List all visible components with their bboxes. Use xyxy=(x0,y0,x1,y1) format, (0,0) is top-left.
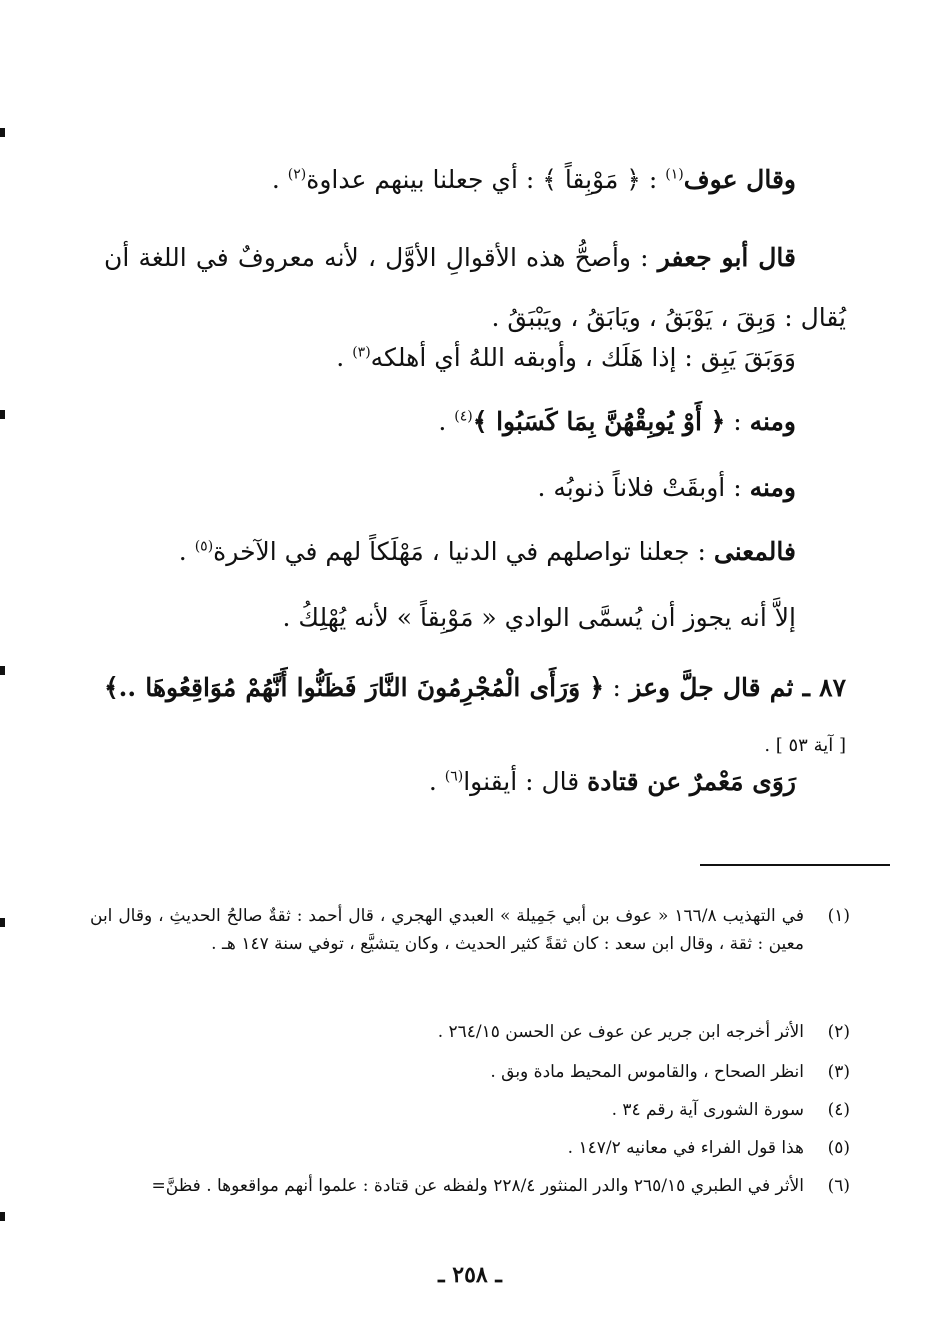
footnote-item xyxy=(90,1018,850,1046)
footnote-text: سورة الشورى آية رقم ٣٤ . xyxy=(611,1100,804,1120)
footnote-text: في التهذيب ١٦٦/٨ « عوف بن أبي جَمِيلة » العبدي الهجري ، قال أحمد : ثقةٌ صالحُ الحديثِ ، وقال ابن معين : ثقة ، وقال ابن سعد : كان ثقةً كثير الحديث ، وكان يتشيَّع ، توفي سنة ١٤٧ هـ . xyxy=(90,906,804,954)
quran-quote: ﴿ أَوْ يُوبِقْهُنَّ بِمَا كَسَبُوا ﴾ xyxy=(472,407,726,436)
separator: : xyxy=(604,673,630,702)
footnote-ref: (٤) xyxy=(454,408,473,425)
paragraph-end: . xyxy=(438,407,455,436)
lead-word: فالمعنى xyxy=(713,537,796,566)
edge-mark xyxy=(0,128,5,137)
footnote-ref: (٢) xyxy=(287,166,307,183)
footnote-item xyxy=(90,1172,850,1200)
lead-word: ومنه xyxy=(749,473,796,502)
edge-mark xyxy=(0,666,5,675)
footnote-number: (١) xyxy=(827,906,850,926)
paragraph-text: إلاَّ أنه يجوز أن يُسمَّى الوادي « مَوْبِقاً » لأنه يُهْلِكُ . xyxy=(282,603,796,632)
paragraph-wabaqa xyxy=(104,342,846,374)
footnote-item xyxy=(90,1134,850,1162)
paragraph-87 xyxy=(104,662,846,772)
page-number: ـ ٢٥٨ ـ xyxy=(438,1262,502,1288)
paragraph-end: . xyxy=(336,343,353,372)
paragraph-text: : وأصحُّ هذه الأقوالِ الأوَّل ، لأنه معروفٌ في اللغة أن يُقال : وَبِقَ ، يَوْبَقُ ، ويَابَقُ ، ويَبْبَقُ . xyxy=(104,243,846,332)
footnote-ref: (٣) xyxy=(352,344,371,361)
section-number: ٨٧ ـ xyxy=(802,673,846,702)
lead-word: ثم قال جلَّ وعز xyxy=(629,673,803,702)
paragraph-end: . xyxy=(178,537,195,566)
lead-word: رَوَى مَعْمرٌ عن قتادة xyxy=(587,767,796,796)
paragraph-text: : أوبقَتْ فلاناً ذنوبُه . xyxy=(537,473,750,502)
footnote-number: (٦) xyxy=(827,1176,850,1196)
speaker-name: قال أبو جعفر xyxy=(657,243,796,272)
paragraph-qatada xyxy=(104,766,846,798)
lead-word: ومنه xyxy=(749,407,796,436)
footnote-item xyxy=(90,1058,850,1086)
aya-reference: [ آية ٥٣ ] . xyxy=(764,735,846,756)
footnote-ref: (٦) xyxy=(444,768,464,785)
edge-mark xyxy=(0,410,5,419)
footnote-divider xyxy=(700,864,890,866)
edge-mark xyxy=(0,918,5,927)
speaker-name: وقال عوف xyxy=(683,165,796,194)
edge-mark xyxy=(0,1212,5,1221)
paragraph-text: : جعلنا تواصلهم في الدنيا ، مَهْلَكاً لهم في الآخرة xyxy=(213,537,714,566)
footnote-number: (٥) xyxy=(827,1138,850,1158)
separator: : xyxy=(725,407,750,436)
paragraph-end: . xyxy=(428,767,445,796)
paragraph-end: . xyxy=(271,165,288,194)
footnote-number: (٣) xyxy=(827,1062,850,1082)
footnote-item xyxy=(90,1096,850,1124)
paragraph-minhu xyxy=(104,472,846,504)
footnote-item xyxy=(90,902,850,958)
footnote-number: (٤) xyxy=(827,1100,850,1120)
paragraph-text: قال : أيقنوا xyxy=(463,767,588,796)
paragraph-wadi xyxy=(104,602,846,634)
footnote-text: هذا قول الفراء في معانيه ١٤٧/٢ . xyxy=(567,1138,804,1158)
paragraph-minhu-quran xyxy=(104,406,846,438)
footnote-number: (٢) xyxy=(827,1022,850,1042)
footnote-text: الأثر في الطبري ٢٦٥/١٥ والدر المنثور ٢٢٨/٤ ولفظه عن قتادة : علموا أنهم مواقعوها . فظنَّ= xyxy=(151,1176,804,1196)
footnote-ref: (٥) xyxy=(194,538,214,555)
footnote-ref: (١) xyxy=(665,166,684,183)
footnote-text: انظر الصحاح ، والقاموس المحيط مادة وبق . xyxy=(490,1062,804,1082)
paragraph-abu-jafar xyxy=(104,228,846,348)
paragraph-auf xyxy=(104,164,846,196)
quran-quote: ﴿ وَرَأَى الْمُجْرِمُونَ النَّارَ فَظَنُّوا أَنَّهُمْ مُوَاقِعُوهَا ..﴾ xyxy=(104,673,605,702)
paragraph-text: : ﴿ مَوْبِقاً ﴾ : أي جعلنا بينهم عداوة xyxy=(306,165,666,194)
paragraph-meaning xyxy=(104,536,846,568)
paragraph-text: وَوَبَقَ يَبِق : إذا هَلَك ، وأوبقه اللهُ أي أهلكه xyxy=(370,343,796,372)
footnote-text: الأثر أخرجه ابن جرير عن عوف عن الحسن ٢٦٤/١٥ . xyxy=(437,1022,804,1042)
